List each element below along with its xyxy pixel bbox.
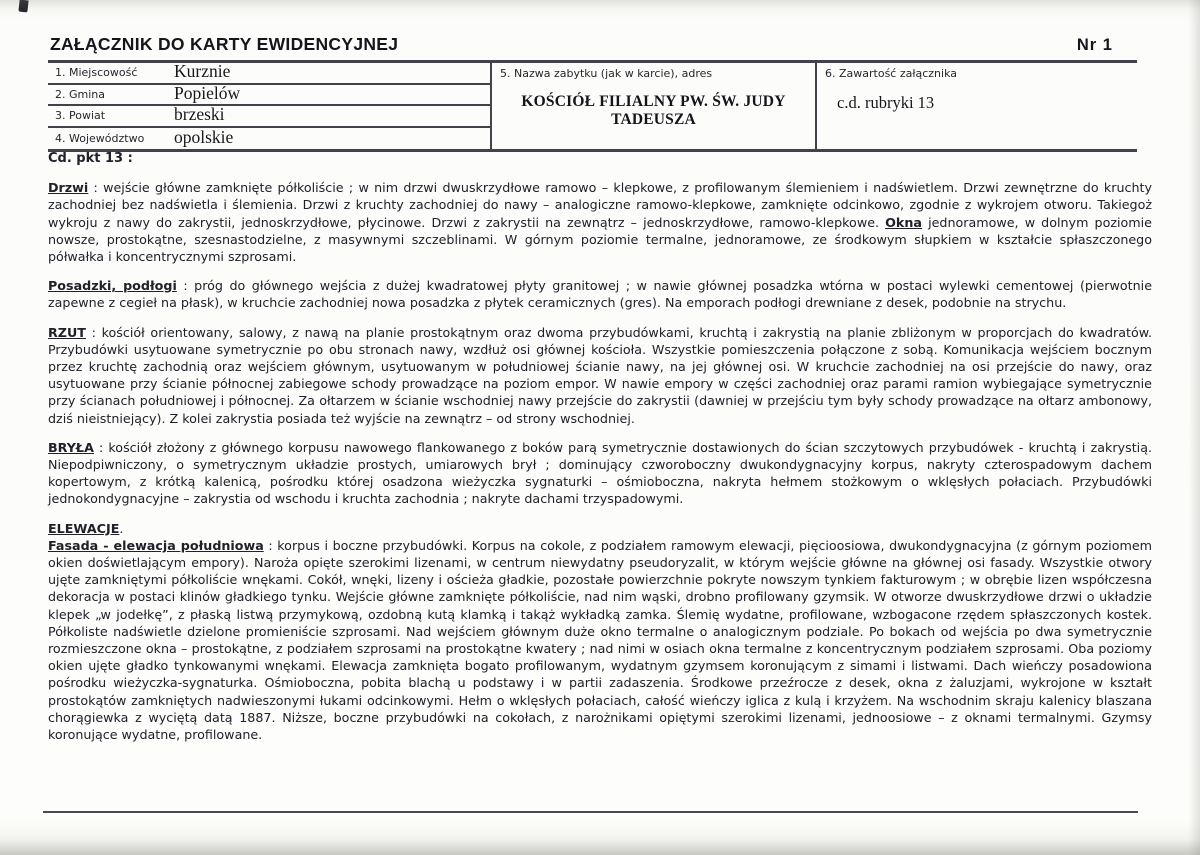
- monument-name-label: 5. Nazwa zabytku (jak w karcie), adres: [500, 67, 713, 80]
- field-value: opolskie: [174, 126, 234, 147]
- identification-table: [48, 60, 1137, 152]
- attachment-content-value: c.d. rubryki 13: [837, 93, 935, 112]
- document-body: [48, 34, 1137, 152]
- paragraph-text: : korpus i boczne przybudówki. Korpus na cokole, z podziałem ramowym elewacji, pięcioosiowa, dwukondygnacyjna (z górnym poziomem okien doświetlającym empory). Naroża opięte szerokimi lizenami, w centrum niewydatny pseudoryzalit, w którym wejście główne na głównej osi fasady. Wszystkie otwory ujęte zamkniętymi półkoliście wnękami. Cokół, wnęki, lizeny i ościeża gładkie, pozostałe powierzchnie pokryte nowszym tynkiem fakturowym ; w obrębie lizen współczesna dekoracja w postaci klinów gładkiego tynku. Wejście główne zamknięte półkoliście, nad nim wąski, drobno profilowany gzymsik. W otworze dwuskrzydłowe drzwi o układzie klepek „w jodełkę”, z płaską listwą przymykową, ozdobną kutą klamką i takąż wykładką zamka. Ślemię wydatne, profilowane, wzbogacone rzędem spłaszczonych kostek. Półkoliste nadświetle dzielone promieniście szprosami. Nad wejściem głównym duże okno termalne o analogicznym podziale. Po bokach od wejścia po dwa symetrycznie rozmieszczone okna – prostokątne, z podziałem szprosami na prostokątne kwatery ; nad nimi w osiach okna termalne z koncentrycznym podziałem szprosami. Oba poziomy okien ujęte gładko tynkowanymi wnękami. Elewacja zamknięta bogato profilowanym, wydatnym gzymsem koronującym z simami i listwami. Dach wieńczy posadowiona pośrodku wieżyczka-sygnaturka. Ośmioboczna, pobita blachą u podstawy i w partii zadaszenia. Środkowe przeźrocze z desek, okna z żaluzjami, wykrojone w kształt prostokątów zamkniętych nadwieszonymi łukami odcinkowymi. Hełm o wklęsłych połaciach, całość wieńczy iglica z kulą i krzyżem. Na wschodnim skraju kalenicy blaszana chorągiewka z wyciętą datą 1887. Niższe, boczne przybudówki na cokołach, z narożnikami opiętymi szerokimi lizenami, jednoosiowe – z oknami termalnymi. Gzymsy koronujące wydatne, profilowane.: [48, 537, 1152, 743]
- monument-name-cell: [490, 63, 817, 149]
- heading-elevations: [48, 520, 1152, 537]
- paragraph-massing: [48, 439, 1152, 508]
- paragraph-text: : próg do głównego wejścia z dużej kwadratowej płyty granitowej ; w nawie głównej posadzka wtórna w postaci wylewki cementowej (pierwotnie zapewne z cegieł na płask), w kruchcie zachodniej nowa posadzka z płytek ceramicznych (gres). Na emporach podłogi drewniane z desek, podobnie na strychu.: [48, 278, 1153, 311]
- scan-edge-right: [1188, 0, 1200, 855]
- document-header: [48, 34, 1137, 60]
- attachment-number: Nr 1: [1076, 36, 1113, 54]
- field-label: 2. Gmina: [55, 87, 105, 101]
- body-text: [48, 150, 1152, 755]
- section-heading: Cd. pkt 13 :: [48, 151, 133, 166]
- term-bryla: BRYŁA: [48, 439, 94, 455]
- field-row-wojewodztwo: [48, 128, 490, 150]
- field-value: brzeski: [174, 104, 225, 124]
- paragraph-doors: [48, 179, 1152, 265]
- field-row-gmina: [48, 82, 490, 107]
- page-title: ZAŁĄCZNIK DO KARTY EWIDENCYJNEJ: [50, 34, 399, 54]
- term-okna: Okna: [885, 214, 922, 230]
- paragraph-plan: [48, 324, 1152, 427]
- paragraph-text: jednoramowe, w dolnym poziomie nowsze, prostokątne, szesnastodzielne, z masywnymi szczeblinami. W górnym poziomie termalne, jednoramowe, ze środkowym słupkiem w kształcie spłaszczonego półwałka i koncentrycznymi szprosami.: [48, 214, 1152, 265]
- field-label: 3. Powiat: [55, 109, 106, 123]
- paragraph-floors: [48, 277, 1152, 311]
- field-row-miejscowosc: [48, 63, 490, 85]
- scan-edge-top: [0, 0, 1200, 9]
- term-fasada: Fasada - elewacja południowa: [48, 537, 264, 553]
- term-rzut: RZUT: [48, 324, 86, 340]
- paragraph-south-facade: [48, 537, 1152, 743]
- term-elewacje: ELEWACJE: [48, 520, 120, 536]
- term-posadzki: Posadzki, podłogi: [48, 278, 177, 294]
- paragraph-text: : wejście główne zamknięte półkoliście ; w nim drzwi dwuskrzydłowe ramowo – klepkowe, z profilowanym ślemieniem i nadświetlem. Drzwi zewnętrzne do kruchty zachodniej bez nadświetla i ślemienia. Drzwi z kruchty zachodniej do nawy – analogiczne ramowo-klepkowe, zamknięte odcinkowo, zgodnie z wykrojem otworu. Takiegoż wykroju z nawy do zakrystii, jednoskrzydłowe, płycinowe. Drzwi z zakrystii na zewnątrz – jednoskrzydłowe, ramowo-klepkowe.: [48, 180, 1152, 230]
- field-value: Kurznie: [174, 61, 231, 81]
- field-value: Popielów: [174, 82, 241, 103]
- field-label: 1. Miejscowość: [55, 66, 138, 80]
- attachment-content-cell: [817, 63, 1137, 149]
- field-label: 4. Województwo: [55, 131, 145, 145]
- monument-name-value: KOŚCIÓŁ FILIALNY PW. ŚW. JUDY TADEUSZA: [521, 93, 786, 128]
- paragraph-text: .: [119, 520, 124, 536]
- paragraph-text: : kościół orientowany, salowy, z nawą na planie prostokątnym oraz dwoma przybudówkami, kruchtą i zakrystią na planie zbliżonym w proporcjach do kwadratów. Przybudówki usytuowane symetrycznie po obu stronach nawy, wzdłuż osi głównej kościoła. Wszystkie pomieszczenia połączone z sobą. Komunikacja wejściem bocznym przez kruchtę zachodnią oraz wejściem głównym, usytuowanym w południowej ścianie nawy, na jej głównej osi. W kruchcie zachodniej na osi przejście do nawy, oraz usytuowane przy ścianie północnej zabiegowe schody prowadzące na poziom empor. W nawie empory w części zachodniej oraz parami ramion wybiegające symetrycznie przy ścianach południowej i północnej. Za ołtarzem w ścianie wschodniej nawy przejście do zakrystii (dawniej w przejściu tym były schody prowadzące na ołtarz ambonowy, dziś nieistniejący). Z kolei zakrystia posiada też wyjście na zewnątrz – od strony wschodniej.: [48, 324, 1152, 426]
- footer-rule: [43, 811, 1138, 813]
- scan-edge-bottom: [0, 839, 1200, 855]
- term-drzwi: Drzwi: [48, 180, 89, 196]
- paragraph-text: : kościół złożony z głównego korpusu nawowego flankowanego z boków parą symetrycznie dostawionych do ścian szczytowych przybudówek - kruchtą i zakrystią. Niepodpiwniczony, o symetrycznym układzie prostych, umiarowych brył ; dominujący czworoboczny dwukondygnacyjny korpus, nakryty czterospadowym dachem kopertowym, z krótką kalenicą, pośrodku której osadzona wieżyczka sygnaturki – ośmioboczna, nakryta hełmem stożkowym o wklęsłych połaciach. Przybudówki jednokondygnacyjne – zakrystia od wschodu i kruchta zachodnia ; nakryte dachami trzyspadowymi.: [48, 439, 1152, 507]
- location-fields-column: [48, 63, 490, 149]
- field-row-powiat: [48, 106, 490, 128]
- attachment-content-label: 6. Zawartość załącznika: [825, 67, 957, 80]
